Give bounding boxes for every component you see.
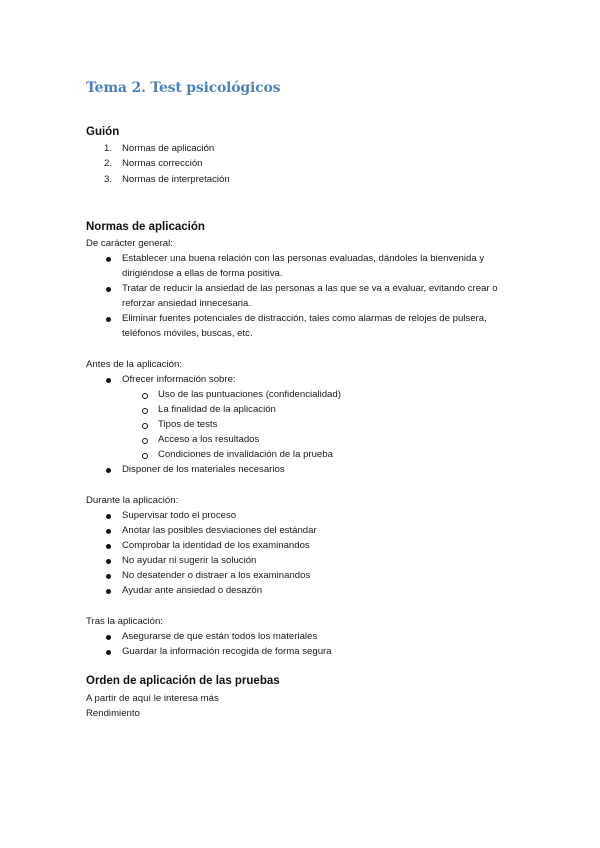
document-title: Tema 2. Test psicológicos [86,80,281,96]
bullet-icon [106,514,111,519]
bullet-icon [106,317,111,322]
guion-item-number: 1. [104,143,113,154]
circle-bullet-icon [142,393,148,399]
guion-item: Normas de aplicación [122,143,215,154]
bullet-icon [106,544,111,549]
general-label: De carácter general: [86,238,173,249]
bullet-icon [106,574,111,579]
bullet-icon [106,559,111,564]
durante-label: Durante la aplicación: [86,495,179,506]
antes-subitem: Condiciones de invalidación de la prueba [158,449,333,460]
tras-item: Asegurarse de que están todos los materiales [122,631,318,642]
circle-bullet-icon [142,423,148,429]
durante-item: No ayudar ni sugerir la solución [122,555,257,566]
antes-subitem: La finalidad de la aplicación [158,404,276,415]
antes-item: Disponer de los materiales necesarios [122,464,285,475]
orden-line: Rendimiento [86,708,140,719]
tras-item: Guardar la información recogida de forma segura [122,646,332,657]
bullet-icon [106,257,111,262]
circle-bullet-icon [142,453,148,459]
durante-item: Comprobar la identidad de los examinandos [122,540,310,551]
orden-heading: Orden de aplicación de las pruebas [86,675,280,687]
general-item-line: Tratar de reducir la ansiedad de las personas a las que se va a evaluar, evitando crear o [122,283,498,294]
normas-heading: Normas de aplicación [86,221,205,233]
circle-bullet-icon [142,408,148,414]
antes-subitem: Acceso a los resultados [158,434,260,445]
circle-bullet-icon [142,438,148,444]
antes-subitem: Tipos de tests [158,419,218,430]
guion-item-number: 2. [104,158,113,169]
bullet-icon [106,589,111,594]
general-item-line: reforzar ansiedad innecesaria. [122,298,252,309]
general-item-line: dirigiéndose a ellas de forma positiva. [122,268,283,279]
general-item-line: Eliminar fuentes potenciales de distracción, tales como alarmas de relojes de pulsera, [122,313,487,324]
bullet-icon [106,529,111,534]
bullet-icon [106,378,111,383]
durante-item: No desatender o distraer a los examinandos [122,570,311,581]
durante-item: Anotar las posibles desviaciones del estándar [122,525,317,536]
antes-label: Antes de la aplicación: [86,359,182,370]
general-item-line: teléfonos móviles, buscas, etc. [122,328,253,339]
antes-subitem: Uso de las puntuaciones (confidencialidad) [158,389,341,400]
durante-item: Supervisar todo el proceso [122,510,237,521]
bullet-icon [106,287,111,292]
general-item-line: Establecer una buena relación con las personas evaluadas, dándoles la bienvenida y [122,253,485,264]
guion-heading: Guión [86,126,120,138]
guion-item-number: 3. [104,174,113,185]
bullet-icon [106,468,111,473]
bullet-icon [106,650,111,655]
antes-item: Ofrecer información sobre: [122,374,236,385]
bullet-icon [106,635,111,640]
tras-label: Tras la aplicación: [86,616,163,627]
guion-item: Normas corrección [122,158,203,169]
guion-item: Normas de interpretación [122,174,230,185]
durante-item: Ayudar ante ansiedad o desazón [122,585,263,596]
orden-line: A partir de aquí le interesa más [86,693,219,704]
